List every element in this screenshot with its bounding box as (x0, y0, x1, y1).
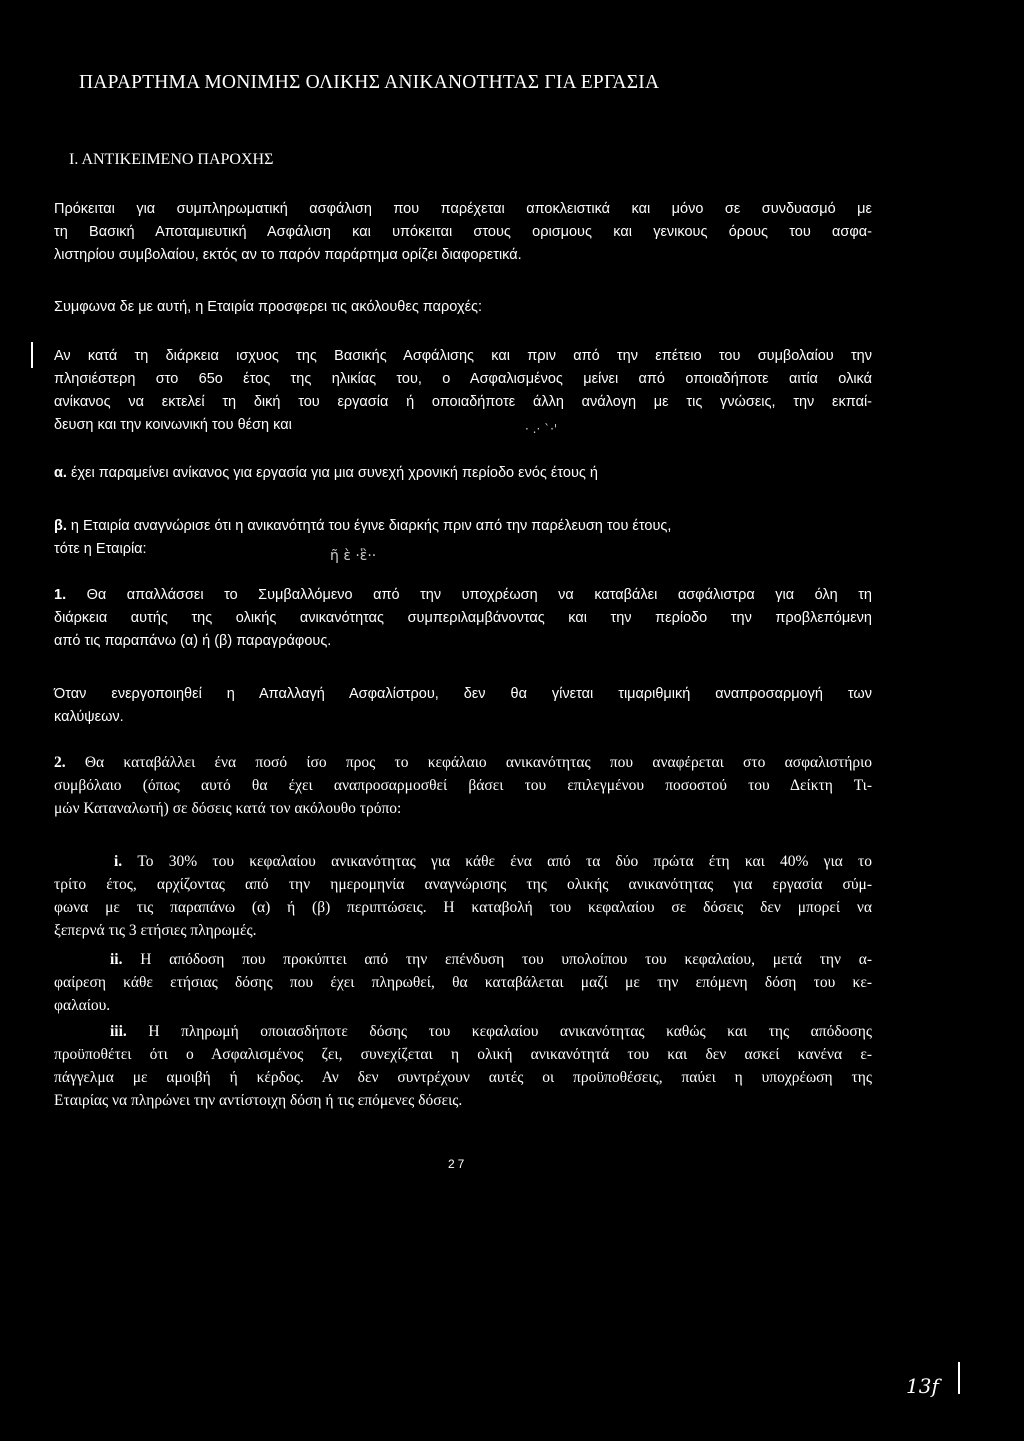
sub-item-iii-line: Εταιρίας να πληρώνει την αντίστοιχη δόση ή τις επόμενες δόσεις. (54, 1092, 463, 1109)
sub-item-ii-line: φαλαίου. (54, 997, 111, 1014)
sub-item-ii (54, 948, 872, 1017)
margin-mark (958, 1362, 960, 1394)
benefits-intro (54, 296, 872, 319)
item-2-marker: 2. (54, 754, 66, 771)
sub-item-i-line: Το 30% του κεφαλαίου ανικανότητας για κάθε ένα από τα δύο πρώτα έτη και 40% για το (122, 853, 872, 870)
condition-line: Αν κατά τη διάρκεια ισχυος της Βασικής Ασφάλισης και πριν από την επέτειο του συμβολαίου την (54, 348, 872, 364)
waiver-note (54, 683, 872, 729)
clause-beta-text: η Εταιρία αναγνώρισε ότι η ανικανότητά του έγινε διαρκής πριν από την παρέλευση του έτους, (66, 518, 672, 534)
item-2-line: μών Καταναλωτή) σε δόσεις κατά τον ακόλουθο τρόπο: (54, 800, 402, 817)
intro-line: τη Βασική Αποταμιευτική Ασφάλιση και υπόκειται στους ορισμους και γενικους όρους του ασφα- (54, 224, 872, 240)
item-2-line: συμβόλαιο (όπως αυτό θα έχει αναπροσαρμοσθεί βάσει του επιλεγμένου ποσοστού του Δείκτη Τι- (54, 777, 872, 794)
condition-line: πλησιέστερη στο 65ο έτος της ηλικίας του, ο Ασφαλισμένος μείνει από οποιαδήποτε αιτία ολικά (54, 371, 872, 387)
item-2-line: Θα καταβάλλει ένα ποσό ίσο προς το κεφάλαιο ανικανότητας που αναφέρεται στο ασφαλιστήριο (65, 754, 872, 771)
sub-item-i-marker: i. (114, 853, 123, 870)
sub-item-i-line: ξεπερνά τις 3 ετήσιες πληρωμές. (54, 922, 257, 939)
clause-alpha-marker: α. (54, 465, 67, 481)
sub-item-ii-marker: ii. (110, 951, 123, 968)
item-1-line: από τις παραπάνω (α) ή (β) παραγράφους. (54, 633, 332, 649)
item-1-line: Θα απαλλάσσει το Συμβαλλόμενο από την υποχρέωση να καταβάλει ασφάλιστρα για όλη τη (66, 587, 872, 603)
waiver-note-line: καλύψεων. (54, 709, 124, 725)
condition-paragraph (54, 345, 872, 437)
intro-paragraph (54, 198, 872, 267)
clause-alpha-text: έχει παραμείνει ανίκανος για εργασία για μια συνεχή χρονική περίοδο ενός έτους ή (66, 465, 598, 481)
sub-item-ii-line: φαίρεση κάθε ετήσιας δόσης που έχει πληρωθεί, θα καταβάλεται μαζί με την επόμενη δόση του κε- (54, 974, 872, 991)
sub-item-iii-marker: iii. (110, 1023, 127, 1040)
document-title: ΠΑΡΑΡΤΗΜΑ ΜΟΝΙΜΗΣ ΟΛΙΚΗΣ ΑΝΙΚΑΝΟΤΗΤΑΣ ΓΙΑ ΕΡΓΑΣΙΑ (79, 72, 660, 93)
item-2 (54, 751, 872, 820)
sub-item-iii-line: πάγγελμα με αμοιβή ή κέρδος. Αν δεν συντρέχουν αυτές οι προϋποθέσεις, παύει η υποχρέωση της (54, 1069, 872, 1086)
clause-beta-marker: β. (54, 518, 67, 534)
margin-mark (31, 342, 33, 368)
sub-item-i (54, 850, 872, 942)
sub-item-ii-line: Η απόδοση που προκύπτει από την επένδυση του υπολοίπου του κεφαλαίου, μετά την α- (122, 951, 872, 968)
page-number: 27 (448, 1157, 468, 1171)
section-heading: Ι. ΑΝΤΙΚΕΙΜΕΝΟ ΠΑΡΟΧΗΣ (69, 151, 274, 168)
scan-speck: ῆ ὲ ·ἓ·· (330, 548, 377, 564)
item-1-line: διάρκεια αυτής της ολικής ανικανότητας συμπεριλαμβάνοντας και την περίοδο την προβλεπόμενη (54, 610, 872, 626)
sub-item-i-line: τρίτο έτος, αρχίζοντας από την ημερομηνία αναγνώρισης της ολικής ανικανότητας για εργασία σύμ- (54, 876, 872, 893)
clause-alpha (54, 462, 872, 485)
clause-beta-line: τότε η Εταιρία: (54, 541, 147, 557)
benefits-intro-line: Συμφωνα δε με αυτή, η Εταιρία προσφερει τις ακόλουθες παροχές: (54, 299, 483, 315)
handwritten-page-stamp: 13f (906, 1374, 939, 1398)
sub-item-iii-line: Η πληρωμή οποιασδήποτε δόσης του κεφαλαίου ανικανότητας καθώς και της απόδοσης (126, 1023, 872, 1040)
waiver-note-line: Όταν ενεργοποιηθεί η Απαλλαγή Ασφαλίστρου, δεν θα γίνεται τιμαριθμική αναπροσαρμογή των (54, 686, 872, 702)
sub-item-iii (54, 1020, 872, 1112)
scan-speck: · .· `·' (525, 422, 558, 436)
condition-line: ανίκανος να εκτελεί τη δική του εργασία ή οποιαδήποτε άλλη ανάλογη με τις γνώσεις, την εκπαί- (54, 394, 872, 410)
sub-item-iii-line: προϋποθέτει ότι ο Ασφαλισμένος ζει, συνεχίζεται η ολική ανικανότητά του και δεν ασκεί κανένα ε- (54, 1046, 872, 1063)
item-1 (54, 584, 872, 653)
item-1-marker: 1. (54, 587, 67, 603)
sub-item-i-line: φωνα με τις παραπάνω (α) ή (β) περιπτώσεις. Η καταβολή του κεφαλαίου σε δόσεις δεν μπορεί να (54, 899, 872, 916)
condition-line: δευση και την κοινωνική του θέση και (54, 417, 292, 433)
intro-line: λιστηρίου συμβολαίου, εκτός αν το παρόν παράρτημα ορίζει διαφορετικά. (54, 247, 522, 263)
intro-line: Πρόκειται για συμπληρωματική ασφάλιση που παρέχεται αποκλειστικά και μόνο σε συνδυασμό με (54, 201, 872, 217)
clause-beta (54, 515, 872, 561)
